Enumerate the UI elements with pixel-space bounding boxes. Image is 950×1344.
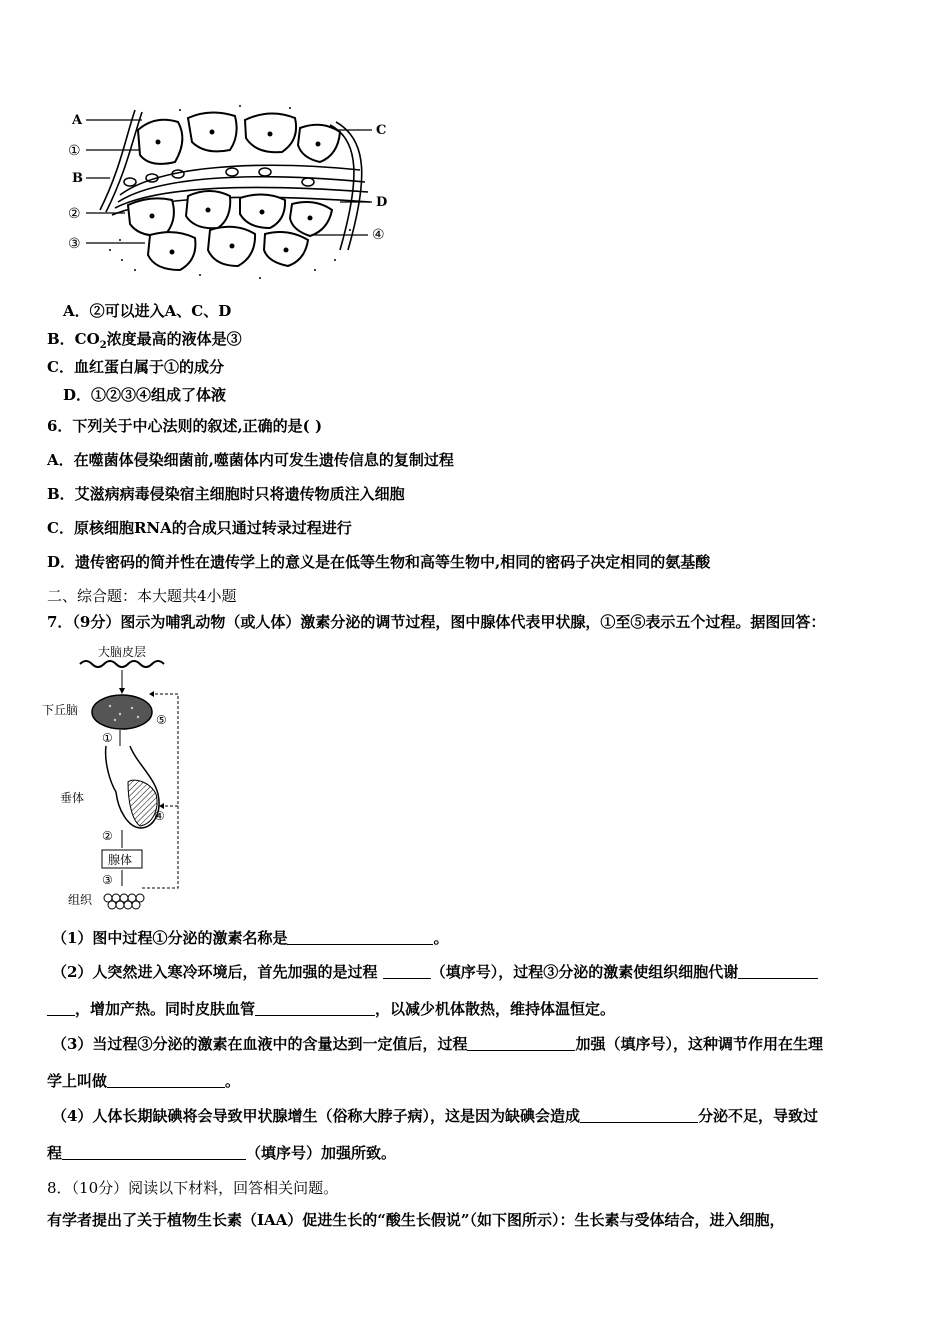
q7-s2b-post: ，以减少机体散热，维持体温恒定。 (375, 1000, 616, 1018)
q7-s4-pre: （4）人体长期缺碘将会导致甲状腺增生（俗称大脖子病），这是因为缺碘会造成 (52, 1107, 580, 1125)
q7-s3 (52, 1034, 823, 1054)
q7-stem: 7．（9分）图示为哺乳动物（或人体）激素分泌的调节过程，图中腺体代表甲状腺，①至⑤表示五个过程。据图回答： (47, 613, 826, 631)
q7-s2b (47, 999, 615, 1019)
section2-title: 二、综合题：本大题共4小题 (47, 587, 237, 605)
q7-s4 (52, 1106, 818, 1126)
q6-option-c: C．原核细胞RNA的合成只通过转录过程进行 (47, 519, 352, 537)
q5-option-b-post: 浓度最高的液体是③ (106, 330, 242, 348)
q6-stem: 6．下列关于中心法则的叙述,正确的是( ) (47, 417, 323, 435)
q7-s2-blank-2[interactable] (738, 962, 818, 979)
fig1-label-2: ② (68, 206, 81, 222)
q7-s4b (47, 1143, 396, 1163)
fig1-label-4: ④ (372, 227, 385, 243)
q6-option-b: B．艾滋病病毒侵染宿主细胞时只将遗传物质注入细胞 (47, 485, 405, 503)
q7-s2-mid: （填序号），过程③分泌的激素使组织细胞代谢 (430, 963, 739, 981)
q7-s1-pre: （1）图中过程①分泌的激素名称是 (52, 929, 288, 947)
q6-option-d: D．遗传密码的简并性在遗传学上的意义是在低等生物和高等生物中,相同的密码子决定相同的氨基酸 (47, 553, 711, 571)
q7-s3-blank-2[interactable] (107, 1071, 225, 1088)
q7-s3-post: 加强（填序号），这种调节作用在生理 (575, 1035, 823, 1053)
q7-s2 (52, 962, 818, 982)
q7-s2b-mid: ，增加产热。同时皮肤血管 (75, 1000, 256, 1018)
q7-s4b-pre: 程 (47, 1144, 63, 1162)
fig2-label-tissue: 组织 (68, 893, 93, 907)
q8-stem: 8．（10分）阅读以下材料，回答相关问题。 (47, 1179, 339, 1197)
fig2-label-gland: 腺体 (108, 853, 133, 867)
fig1-label-3: ③ (68, 236, 81, 252)
fig1-label-1: ① (68, 143, 81, 159)
q7-s3b-pre: 学上叫做 (47, 1072, 108, 1090)
fig1-label-d: D (376, 195, 388, 210)
fig2-label-p4: ④ (154, 809, 165, 823)
fig2-label-p3: ③ (102, 873, 113, 887)
fig2-label-hypothalamus: 下丘脑 (42, 703, 79, 717)
q7-s1-blank[interactable] (287, 928, 433, 945)
q5-option-b-pre: B．CO (47, 330, 100, 348)
fig2-label-pituitary: 垂体 (60, 791, 85, 805)
q7-s2-blank-2-cont[interactable] (47, 999, 75, 1016)
q7-s2-blank-3[interactable] (255, 999, 375, 1016)
q8-text: 有学者提出了关于植物生长素（IAA）促进生长的“酸生长假说”（如下图所示）：生长素与受体结合，进入细胞， (47, 1211, 785, 1229)
fig2-label-p1: ① (102, 731, 113, 745)
q7-s4-blank-2[interactable] (62, 1143, 246, 1160)
fig1-label-b: B (72, 171, 83, 186)
hormone-regulation-figure (40, 642, 200, 912)
fig2-label-p2: ② (102, 829, 113, 843)
q5-option-d: D．①②③④组成了体液 (63, 386, 227, 404)
q5-option-b-sub: 2 (99, 340, 107, 351)
fig2-label-cortex: 大脑皮层 (98, 645, 147, 659)
q7-s2-pre: （2）人突然进入寒冷环境后，首先加强的是过程 (52, 963, 378, 981)
q7-s3-blank-1[interactable] (467, 1034, 575, 1051)
q6-option-a: A．在噬菌体侵染细菌前,噬菌体内可发生遗传信息的复制过程 (47, 451, 454, 469)
fig2-label-p5: ⑤ (156, 713, 167, 727)
q5-option-c: C．血红蛋白属于①的成分 (47, 358, 224, 376)
q7-s3b (47, 1071, 240, 1091)
fig1-label-c: C (376, 123, 387, 138)
fig1-label-a: A (72, 113, 83, 128)
q7-s1 (52, 928, 448, 948)
hypothalamus-shape (92, 695, 152, 729)
q7-s3b-post: 。 (225, 1072, 241, 1090)
q7-s4-blank-1[interactable] (580, 1106, 698, 1123)
q5-option-a: A．②可以进入A、C、D (63, 302, 232, 320)
q7-s2-blank-1[interactable] (383, 962, 431, 979)
q7-s4b-post: （填序号）加强所致。 (246, 1144, 397, 1162)
q7-s3-pre: （3）当过程③分泌的激素在血液中的含量达到一定值后，过程 (52, 1035, 468, 1053)
q7-s1-post: 。 (433, 929, 449, 947)
tissue-fluid-figure (60, 100, 400, 285)
q5-option-b (47, 329, 242, 356)
q7-s4-post: 分泌不足，导致过 (697, 1107, 818, 1125)
